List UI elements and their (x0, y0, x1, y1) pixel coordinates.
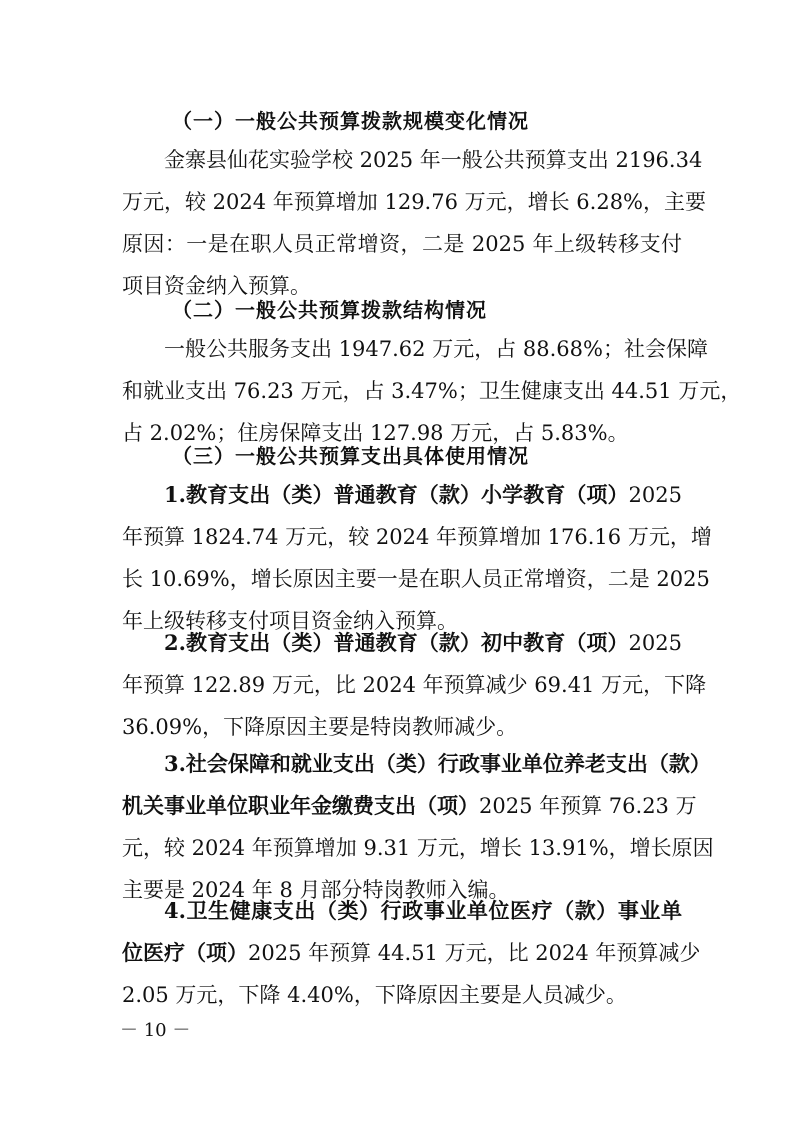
item-text: 2025 (628, 483, 682, 507)
text-line: 主要是 2024 年 8 月部分特岗教师入编。 (122, 878, 510, 902)
text-line: 36.09%，下降原因主要是特岗教师减少。 (122, 715, 518, 739)
section-heading-2: （二）一般公共预算拨款结构情况 (172, 298, 487, 322)
section-heading-1: （一）一般公共预算拨款规模变化情况 (172, 109, 529, 133)
text-line (122, 932, 701, 974)
item-title: 3.社会保障和就业支出（类）行政事业单位养老支出（款） (164, 751, 711, 776)
text-line: 2.05 万元，下降 4.40%，下降原因主要是人员减少。 (122, 983, 627, 1007)
item-text: 2025 年预算 76.23 万 (479, 794, 697, 818)
text-line: 元，较 2024 年预算增加 9.31 万元，增长 13.91%，增长原因 (122, 836, 714, 860)
text-line: 万元，较 2024 年预算增加 129.76 万元，增长 6.28%，主要 (122, 190, 707, 214)
text-line: 年上级转移支付项目资金纳入预算。 (122, 609, 458, 633)
section-heading-3: （三）一般公共预算支出具体使用情况 (172, 444, 529, 468)
text-line: 占 2.02%；住房保障支出 127.98 万元，占 5.83%。 (122, 421, 629, 445)
item-social-security (122, 743, 714, 911)
item-title: 位医疗（项） (122, 940, 248, 965)
text-line: 一般公共服务支出 1947.62 万元，占 88.68%；社会保障 (164, 337, 708, 361)
item-junior-education (122, 622, 707, 748)
paragraph-budget-structure (122, 328, 742, 454)
text-line: 年预算 122.89 万元，比 2024 年预算减少 69.41 万元，下降 (122, 673, 707, 697)
text-line: 年预算 1824.74 万元，较 2024 年预算增加 176.16 万元，增 (122, 525, 712, 549)
item-title: 4.卫生健康支出（类）行政事业单位医疗（款）事业单 (164, 898, 682, 923)
text-line: 长 10.69%，增长原因主要一是在职人员正常增资，二是 2025 (122, 567, 710, 591)
text-line (122, 785, 697, 827)
item-health (122, 890, 701, 1016)
item-primary-education (122, 474, 712, 642)
item-title: 2.教育支出（类）普通教育（款）初中教育（项） (164, 630, 629, 655)
text-line: 金寨县仙花实验学校 2025 年一般公共预算支出 2196.34 (164, 148, 703, 172)
item-title: 机关事业单位职业年金缴费支出（项） (122, 793, 479, 818)
text-line: 项目资金纳入预算。 (122, 274, 311, 298)
item-text: 2025 (628, 631, 682, 655)
item-title: 1.教育支出（类）普通教育（款）小学教育（项） (164, 482, 629, 507)
text-line: 原因：一是在职人员正常增资，二是 2025 年上级转移支付 (122, 232, 682, 256)
page-number: － 10 － (120, 1020, 191, 1041)
item-text: 2025 年预算 44.51 万元，比 2024 年预算减少 (248, 941, 701, 965)
paragraph-budget-scale (122, 139, 707, 307)
text-line: 和就业支出 76.23 万元，占 3.47%；卫生健康支出 44.51 万元， (122, 379, 742, 403)
text-line (122, 622, 682, 664)
text-line (122, 474, 682, 516)
